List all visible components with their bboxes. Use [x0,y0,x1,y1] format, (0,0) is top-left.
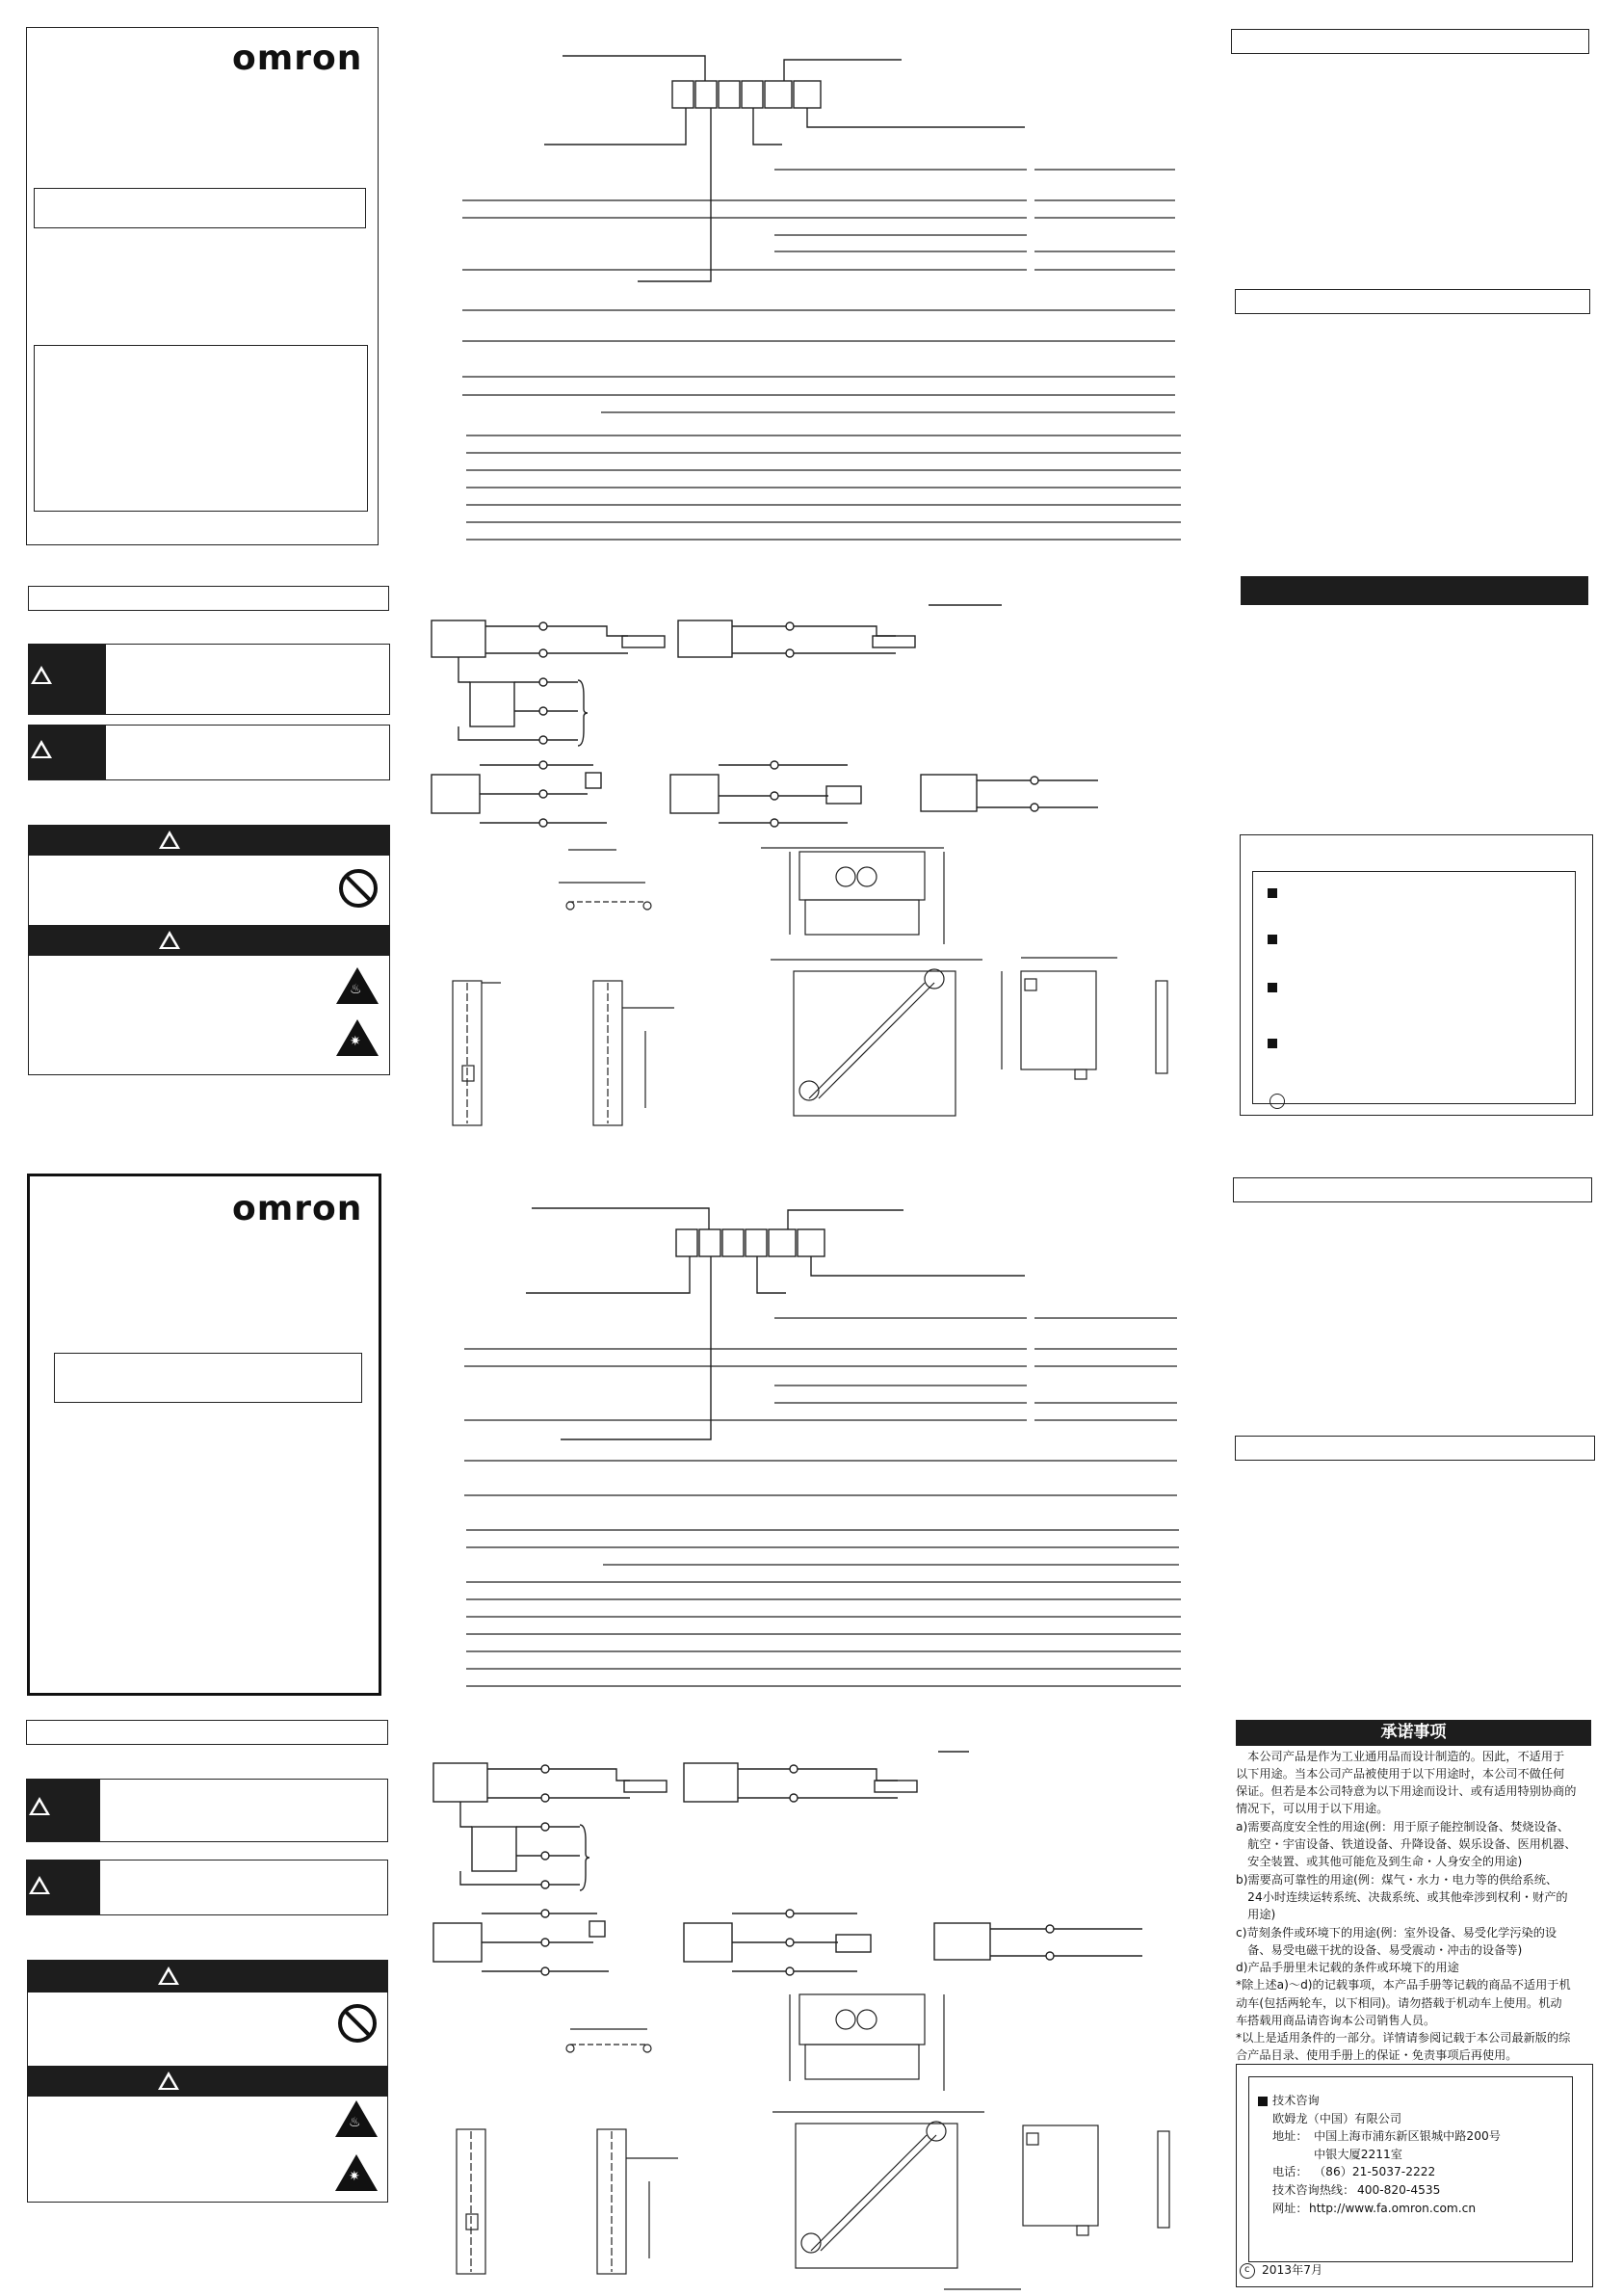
section-header-right-3 [1233,1177,1592,1202]
caution-header-3 [27,1960,388,1993]
warning-triangle-icon [29,1876,50,1894]
commitment-line: d)产品手册里未记载的条件或环境下的用途 [1236,1961,1459,1974]
commitment-line: 动车(包括两轮车，以下相同)。请勿搭载于机动车上使用。机动 [1236,1996,1562,2010]
copyright-symbol: c [1244,2264,1250,2275]
warning-triangle-icon [158,2072,179,2090]
commitment-line: 备、易受电磁干扰的设备、易受震动・冲击的设备等) [1236,1943,1523,1957]
contact-heading: 技术咨询 [1272,2094,1320,2107]
section-header-left-bottom [26,1720,388,1745]
contact-web[interactable]: http://www.fa.omron.com.cn [1309,2202,1477,2215]
caution-header-2 [28,925,390,956]
section-header-right-2 [1235,289,1590,314]
commitment-line: a)需要高度安全性的用途(例：用于原子能控制设备、焚烧设备、 [1236,1820,1570,1834]
warning-triangle-icon [159,931,180,949]
commitment-line: 以下用途。当本公司产品被使用于以下用途时，本公司不做任何 [1236,1767,1565,1781]
commitment-title: 承诺事项 [1380,1723,1447,1742]
commitment-line: c)苛刻条件或环境下的用途(例：室外设备、易受化学污染的设 [1236,1926,1558,1940]
caution-header-1 [28,825,390,856]
contact-company: 欧姆龙（中国）有限公司 [1272,2112,1402,2125]
cover-frame-bottom [27,1174,381,1696]
explosion-hazard-icon: ✷ [336,1019,379,1056]
caution-header-4 [27,2066,388,2097]
contact-hotline: 400-820-4535 [1357,2183,1441,2197]
explosion-hazard-icon: ✷ [335,2154,378,2191]
model-number-diagram [424,48,1194,549]
prohibition-icon [339,869,378,908]
cover-notice-box [34,345,368,512]
bullet-icon [1258,2097,1268,2106]
commitment-line: 保证。但若是本公司特意为以下用途而设计、或有适用特别协商的 [1236,1784,1577,1798]
commitment-line: *除上述a)～d)的记载事项，本产品手册等记载的商品不适用于机 [1236,1978,1571,1992]
fire-hazard-icon: ♨ [336,967,379,1004]
warning-triangle-icon [158,1966,179,1985]
commitment-line: 24小时连续运转系统、决裁系统、或其他牵涉到权利・财产的 [1236,1890,1568,1904]
section-header-left [28,586,389,611]
contact-phone: （86）21-5037-2222 [1314,2165,1436,2178]
wiring-diagrams-bottom [424,1744,1194,1985]
omron-logo: omron [232,1189,363,1228]
dimension-drawings [424,838,1214,1127]
commitment-line: *以上是适用条件的一部分。详情请参阅记载于本公司最新版的综 [1236,2031,1571,2045]
contact-phone-label: 电话： [1272,2165,1308,2178]
fire-hazard-icon: ♨ [335,2100,378,2137]
model-number-diagram-bottom [424,1197,1194,1698]
commitment-line: 用途) [1236,1908,1276,1921]
warning-triangle-icon [31,666,52,684]
contact-web-label: 网址： [1272,2202,1308,2215]
contact-hotline-label: 技术咨询热线： [1272,2183,1355,2197]
commitment-line: 合产品目录、使用手册上的保证・免责事项后再使用。 [1236,2048,1518,2062]
commitment-line: 车搭载用商品请咨询本公司销售人员。 [1236,2014,1436,2027]
warning-triangle-icon [31,740,52,758]
wiring-diagrams [424,597,1194,838]
contact-frame-inner-top [1252,871,1576,1104]
warning-triangle-icon [29,1797,50,1815]
commitment-line: 航空・宇宙设备、铁道设备、升降设备、娱乐设备、医用机器、 [1236,1837,1577,1851]
cover-title-box-bottom [54,1353,362,1403]
cover-title-box [34,188,366,228]
bullet-icon [1268,983,1277,992]
commitment-line: 安全装置、或其他可能危及到生命・人身安全的用途) [1236,1855,1523,1868]
bullet-icon [1268,1039,1277,1048]
contact-address-label: 地址： [1272,2129,1308,2143]
omron-logo: omron [232,39,363,78]
section-header-right-4 [1235,1436,1595,1461]
commitment-line: 情况下，可以用于以下用途。 [1236,1802,1389,1815]
commitment-line: b)需要高可靠性的用途(例：煤气・水力・电力等的供给系统、 [1236,1873,1558,1887]
warning-triangle-icon [159,831,180,849]
bullet-icon [1268,935,1277,944]
contact-address-1: 中国上海市浦东新区银城中路200号 [1314,2129,1501,2143]
dimension-drawings-bottom [424,1985,1214,2293]
prohibition-icon [338,2004,377,2043]
section-header-right-1 [1231,29,1589,54]
publication-date: 2013年7月 [1262,2263,1323,2277]
commitment-line: 本公司产品是作为工业通用品而设计制造的。因此，不适用于 [1236,1750,1565,1763]
copyright-mark-icon [1270,1094,1285,1109]
bullet-icon [1268,888,1277,898]
commitment-bar-top [1241,576,1588,605]
contact-address-2: 中银大厦2211室 [1314,2148,1402,2161]
